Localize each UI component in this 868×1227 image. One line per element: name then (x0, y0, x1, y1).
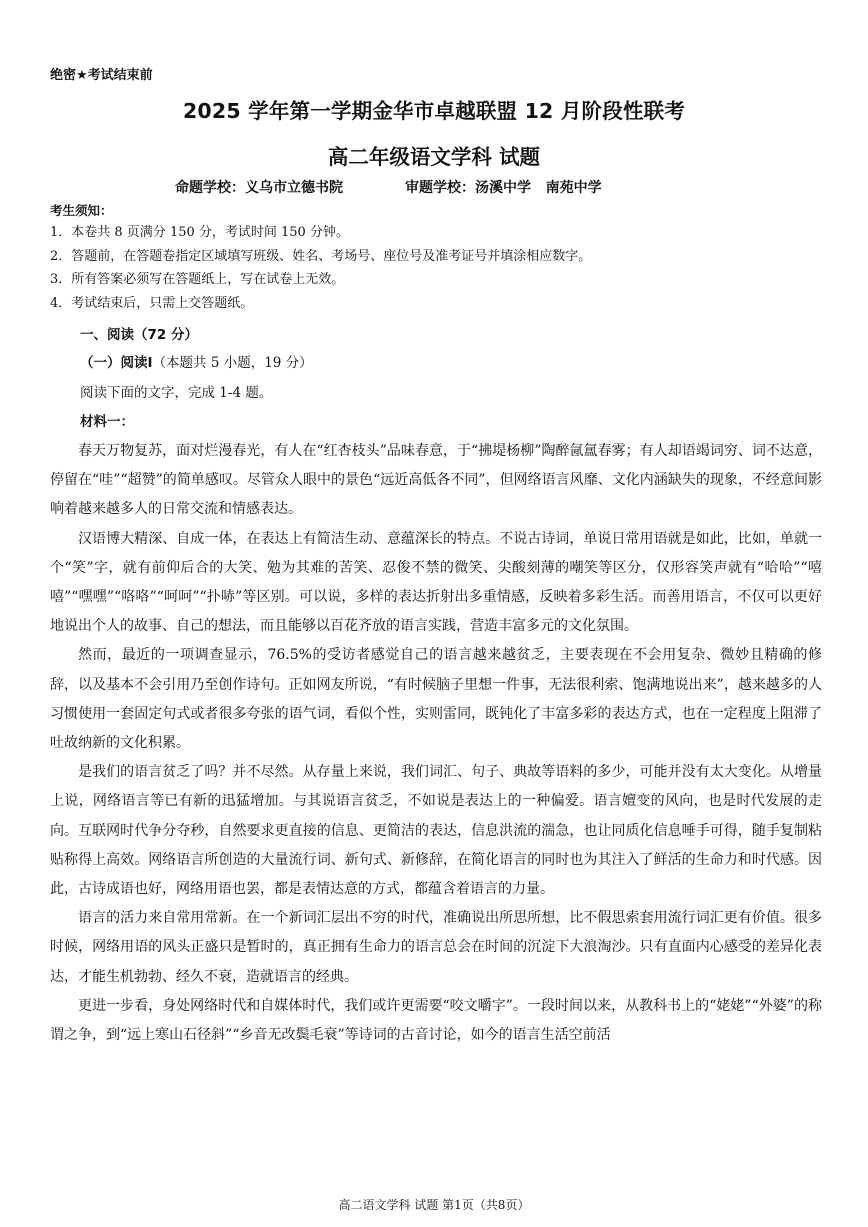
sub-section-title: （一）阅读Ⅰ (80, 355, 153, 371)
notice-item: 4．考试结束后，只需上交答题纸。 (50, 295, 254, 311)
paragraph: 是我们的语言贫乏了吗？并不尽然。从存量上来说，我们词汇、句子、典故等语料的多少，可能并没有太大变化。从增量上说，网络语言等已有新的迅猛增加。与其说语言贫乏，不如说是表达上的一种偏爱。语言嬗变的风向，也是时代发展的走向。互联网时代争分夺秒，自然要求更直接的信息、更简洁的表达，信息洪流的湍急，也让同质化信息唾手可得，随手复制粘贴称得上高效。网络语言所创造的大量流行词、新句式、新修辞，在简化语言的同时也为其注入了鲜活的生命力和时代感。因此，古诗成语也好，网络用语也罢，都是表情达意的方式，都蕴含着语言的力量。 (50, 764, 822, 898)
paragraph: 然而，最近的一项调查显示，76.5%的受访者感觉自己的语言越来越贫乏，主要表现在不会用复杂、微妙且精确的修辞，以及基本不会引用乃至创作诗句。正如网友所说，“有时候脑子里想一件事，无法很利索、饱满地说出来”，越来越多的人习惯使用一套固定句式或者很多夸张的语气词，看似个性，实则雷同，既钝化了丰富多彩的表达方式，也在一定程度上阻滞了吐故纳新的文化积累。 (50, 647, 822, 752)
secret-mark: 绝密★考试结束前 (50, 68, 153, 83)
instruction-text: 阅读下面的文字，完成 1-4 题。 (80, 385, 273, 401)
exam-title: 2025 学年第一学期金华市卓越联盟 12 月阶段性联考 (182, 99, 686, 123)
notice-item: 2．答题前，在答题卷指定区域填写班级、姓名、考场号、座位号及准考证号并填涂相应数字。 (50, 248, 592, 264)
paragraph: 春天万物复苏，面对烂漫春光，有人在“红杏枝头”品味春意，于“拂堤杨柳”陶醉氤氲春雾；有人却语竭词穷、词不达意，停留在“哇”“超赞”的简单感叹。尽管众人眼中的景色“远近高低各不同”，但网络语言风靡、文化内涵缺失的现象，不经意间影响着越来越多人的日常交流和情感表达。 (50, 443, 822, 518)
page-footer: 高二语文学科 试题 第1页（共8页） (338, 1198, 530, 1212)
reviewer-school: 审题学校：汤溪中学 南苑中学 (405, 180, 602, 196)
school-info (175, 177, 602, 197)
proposer-school: 命题学校：义乌市立德书院 (175, 180, 343, 196)
paragraph: 语言的活力来自常用常新。在一个新词汇层出不穷的时代，准确说出所思所想，比不假思索套用流行词汇更有价值。很多时候，网络用语的风头正盛只是暂时的，真正拥有生命力的语言总会在时间的沉淀下大浪淘沙。只有直面内心感受的差异化表达，才能生机勃勃、经久不衰，造就语言的经典。 (50, 910, 822, 985)
section-heading: 一、阅读（72 分） (80, 327, 198, 343)
paragraph: 汉语博大精深、自成一体，在表达上有简洁生动、意蕴深长的特点。不说古诗词，单说日常用语就是如此，比如，单就一个“笑”字，就有前仰后合的大笑、勉为其难的苦笑、忍俊不禁的微笑、尖酸刻薄的嘲笑等区分，仅形容笑声就有“哈哈”“嘻嘻”“嘿嘿”“咯咯”“呵呵”“扑哧”等区别。可以说，多样的表达折射出多重情感，反映着多彩生活。而善用语言，不仅可以更好地说出个人的故事、自己的想法，而且能够以百花齐放的语言实践，营造丰富多元的文化氛围。 (50, 530, 822, 635)
material-body (50, 437, 822, 1050)
sub-section-heading (80, 351, 313, 371)
material-heading: 材料一： (80, 414, 134, 430)
exam-subtitle: 高二年级语文学科 试题 (327, 145, 541, 169)
sub-section-score: （本题共 5 小题，19 分） (152, 355, 313, 371)
paragraph: 更进一步看，身处网络时代和自媒体时代，我们或许更需要“咬文嚼字”。一段时间以来，从教科书上的“姥姥”“外婆”的称谓之争，到“远上寒山石径斜”“乡音无改鬓毛衰”等诗词的古音讨论，如今的语言生活空前活 (50, 997, 822, 1044)
notice-list (50, 221, 591, 315)
notice-heading: 考生须知： (50, 203, 113, 218)
notice-item: 3．所有答案必须写在答题纸上，写在试卷上无效。 (50, 272, 345, 287)
notice-item: 1．本卷共 8 页满分 150 分，考试时间 150 分钟。 (50, 225, 349, 240)
